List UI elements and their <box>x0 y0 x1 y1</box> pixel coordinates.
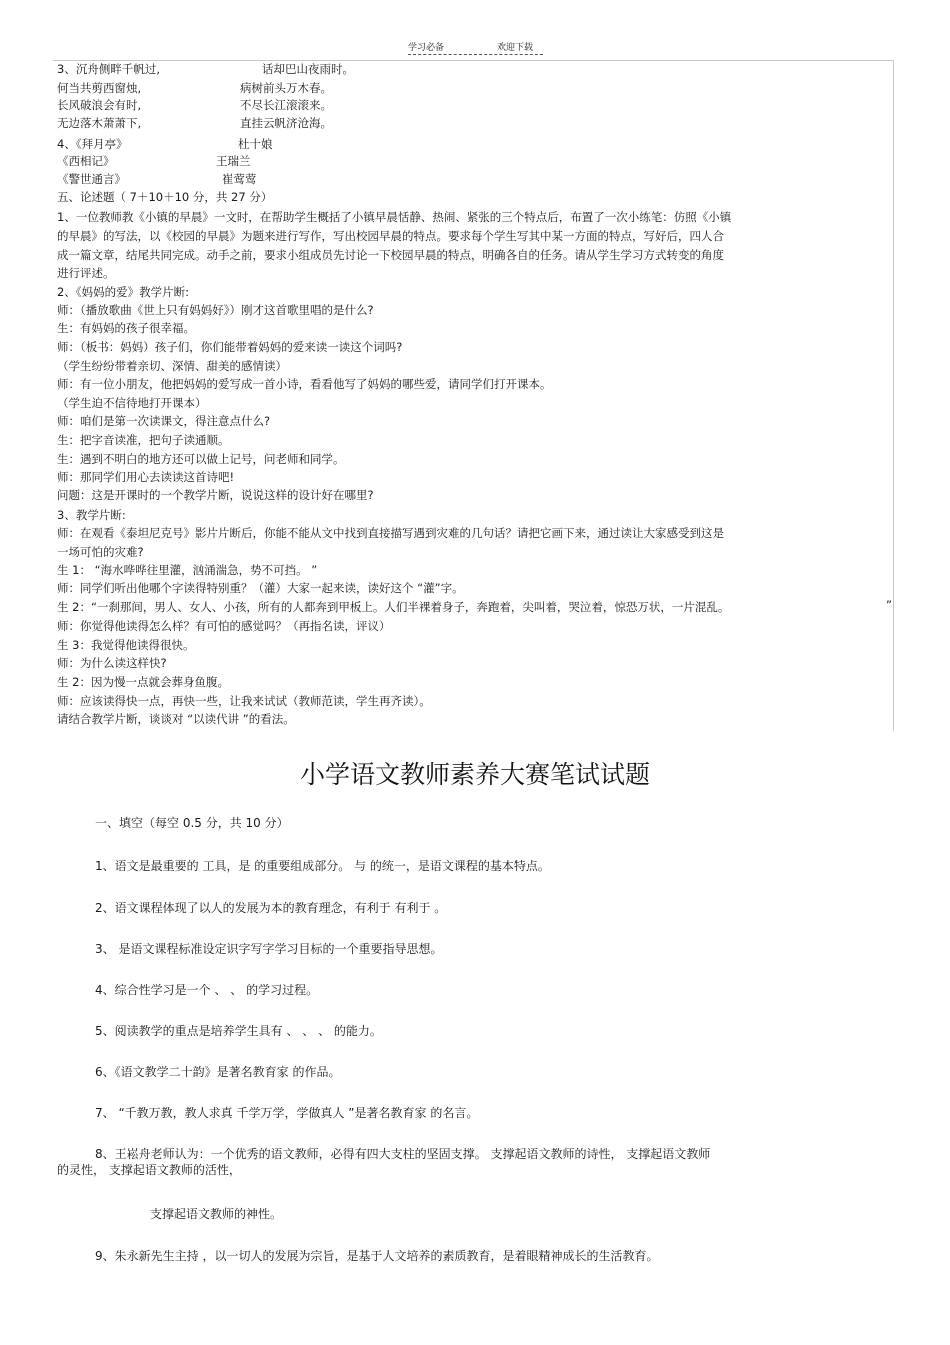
exam-item: 7、 “千教万教，教人求真 千学万学，学做真人 ”是著名教育家 的名言。 <box>95 1106 479 1120</box>
exam-item: 2、语文课程体现了以人的发展为本的教育理念，有利于 有利于 。 <box>95 901 447 915</box>
poem-row-answer: 病树前头万木春。 <box>240 81 332 95</box>
match-person: 杜十娘 <box>238 137 273 151</box>
essay3-line: 生 3：我觉得他读得很快。 <box>57 638 195 652</box>
exam-item: 5、阅读教学的重点是培养学生具有 、 、 、 的能力。 <box>95 1024 382 1038</box>
essay3-line: 请结合教学片断，谈谈对 “以读代讲 ”的看法。 <box>57 712 295 726</box>
match-work: 《西相记》 <box>57 154 115 168</box>
essay2-line: 生：遇到不明白的地方还可以做上记号，问老师和同学。 <box>57 452 345 466</box>
essay2-line: 生：有妈妈的孩子很幸福。 <box>57 321 195 335</box>
poem-row-answer: 不尽长江滚滚来。 <box>240 98 332 112</box>
exam-item: 9、朱永新先生主持 ，以一切人的发展为宗旨，是基于人文培养的素质教育，是着眼精神成长的生活教育。 <box>95 1249 659 1263</box>
exam-item: 4、综合性学习是一个 、 、 的学习过程。 <box>95 983 319 997</box>
exam-item: 1、语文是最重要的 工具，是 的重要组成部分。 与 的统一，是语文课程的基本特点。 <box>95 859 550 873</box>
essay1-line: 1、一位教师教《小镇的早晨》一文时，在帮助学生概括了小镇早晨恬静、热闹、紧张的三个特点后，布置了一次小练笔：仿照《小镇 <box>57 210 732 224</box>
essay2-line: 师：（播放歌曲《世上只有妈妈好》）刚才这首歌里唱的是什么? <box>57 303 374 317</box>
essay3-line: 师：应该读得快一点，再快一些，让我来试试（教师范读，学生再齐读）。 <box>57 694 431 708</box>
page-header <box>408 40 543 57</box>
match-work: 《警世通言》 <box>57 172 126 186</box>
trailing-quote: ” <box>886 598 892 612</box>
poem-row-question: 无边落木萧萧下, <box>57 116 142 130</box>
essay3-line: 生 2：因为慢一点就会葬身鱼腹。 <box>57 675 229 689</box>
poem-row-answer: 直挂云帆济沧海。 <box>240 116 332 130</box>
match-work: 4、《拜月亭》 <box>57 137 128 151</box>
part1-heading: 一、填空（每空 0.5 分，共 10 分） <box>95 816 289 830</box>
essay3-line: 3、教学片断: <box>57 508 126 522</box>
exam-item: 8、王崧舟老师认为：一个优秀的语文教师，必得有四大支柱的坚固支撑。 支撑起语文教师的诗性， 支撑起语文教师 <box>95 1147 711 1161</box>
poem3-answer: 话却巴山夜雨时。 <box>262 62 354 76</box>
header-left-text: 学习必备 <box>408 43 445 53</box>
exam-item: 3、 是语文课程标准设定识字写字学习目标的一个重要指导思想。 <box>95 942 443 956</box>
header-divider <box>408 54 543 55</box>
header-right-text: 欢迎下载 <box>497 43 534 53</box>
match-person: 崔莺莺 <box>222 172 257 186</box>
exam-item: 6、《语文教学二十韵》是著名教育家 的作品。 <box>95 1065 341 1079</box>
essay2-line: 师：有一位小朋友，他把妈妈的爱写成一首小诗，看看他写了妈妈的哪些爱，请同学们打开课本。 <box>57 377 552 391</box>
poem-row-question: 长风破浪会有时, <box>57 98 142 112</box>
essay2-line: 生：把字音读准，把句子读通顺。 <box>57 433 230 447</box>
essay2-line: 问题：这是开课时的一个教学片断，说说这样的设计好在哪里? <box>57 488 374 502</box>
exam-item-continued: 的灵性， 支撑起语文教师的活性， <box>57 1163 241 1177</box>
essay3-line: 师：同学们听出他哪个字读得特别重？（灌）大家一起来读，读好这个 “灌”字。 <box>57 581 464 595</box>
essay3-line: 师：你觉得他读得怎么样？有可怕的感觉吗？（再指名读，评议） <box>57 619 391 633</box>
essay3-line: 生 2：“一刹那间，男人、女人、小孩，所有的人都奔到甲板上。人们半裸着身子，奔跑着，尖叫着，哭泣着，惊恐万状，一片混乱。 <box>57 600 730 614</box>
exam-title: 小学语文教师素养大赛笔试试题 <box>299 760 650 789</box>
essay3-line: 一场可怕的灾难? <box>57 545 144 559</box>
essay1-line: 的早晨》的写法，以《校园的早晨》为题来进行写作，写出校园早晨的特点。要求每个学生写其中某一方面的特点，写好后，四人合 <box>57 229 724 243</box>
essay2-line: 师：咱们是第一次读课文，得注意点什么? <box>57 414 271 428</box>
match-person: 王瑞兰 <box>216 154 251 168</box>
poem3-title: 3、沉舟侧畔千帆过, <box>57 62 160 76</box>
section5-heading: 五、论述题（ 7＋10＋10 分，共 27 分） <box>57 190 273 204</box>
essay1-line: 进行评述。 <box>57 266 115 280</box>
essay2-line: 师：那同学们用心去读读这首诗吧! <box>57 470 235 484</box>
essay3-line: 师：在观看《泰坦尼克号》影片片断后，你能不能从文中找到直接描写遇到灾难的几句话？请把它画下来，通过读让大家感受到这是 <box>57 526 724 540</box>
essay2-line: （学生纷纷带着亲切、深情、甜美的感情读） <box>57 359 287 373</box>
essay3-line: 生 1： “海水哗哗往里灌，汹涌湍急，势不可挡。 ” <box>57 563 318 577</box>
essay1-line: 成一篇文章，结尾共同完成。动手之前，要求小组成员先讨论一下校园早晨的特点，明确各自的任务。请从学生学习方式转变的角度 <box>57 248 724 262</box>
poem-row-question: 何当共剪西窗烛, <box>57 81 142 95</box>
essay2-line: （学生迫不信待地打开课本） <box>57 396 207 410</box>
exam-item-continued: 支撑起语文教师的神性。 <box>150 1207 283 1221</box>
essay2-line: 师：（板书：妈妈）孩子们，你们能带着妈妈的爱来读一读这个词吗? <box>57 340 403 354</box>
essay3-line: 师：为什么读这样快? <box>57 656 167 670</box>
essay2-line: 2、《妈妈的爱》教学片断: <box>57 285 189 299</box>
